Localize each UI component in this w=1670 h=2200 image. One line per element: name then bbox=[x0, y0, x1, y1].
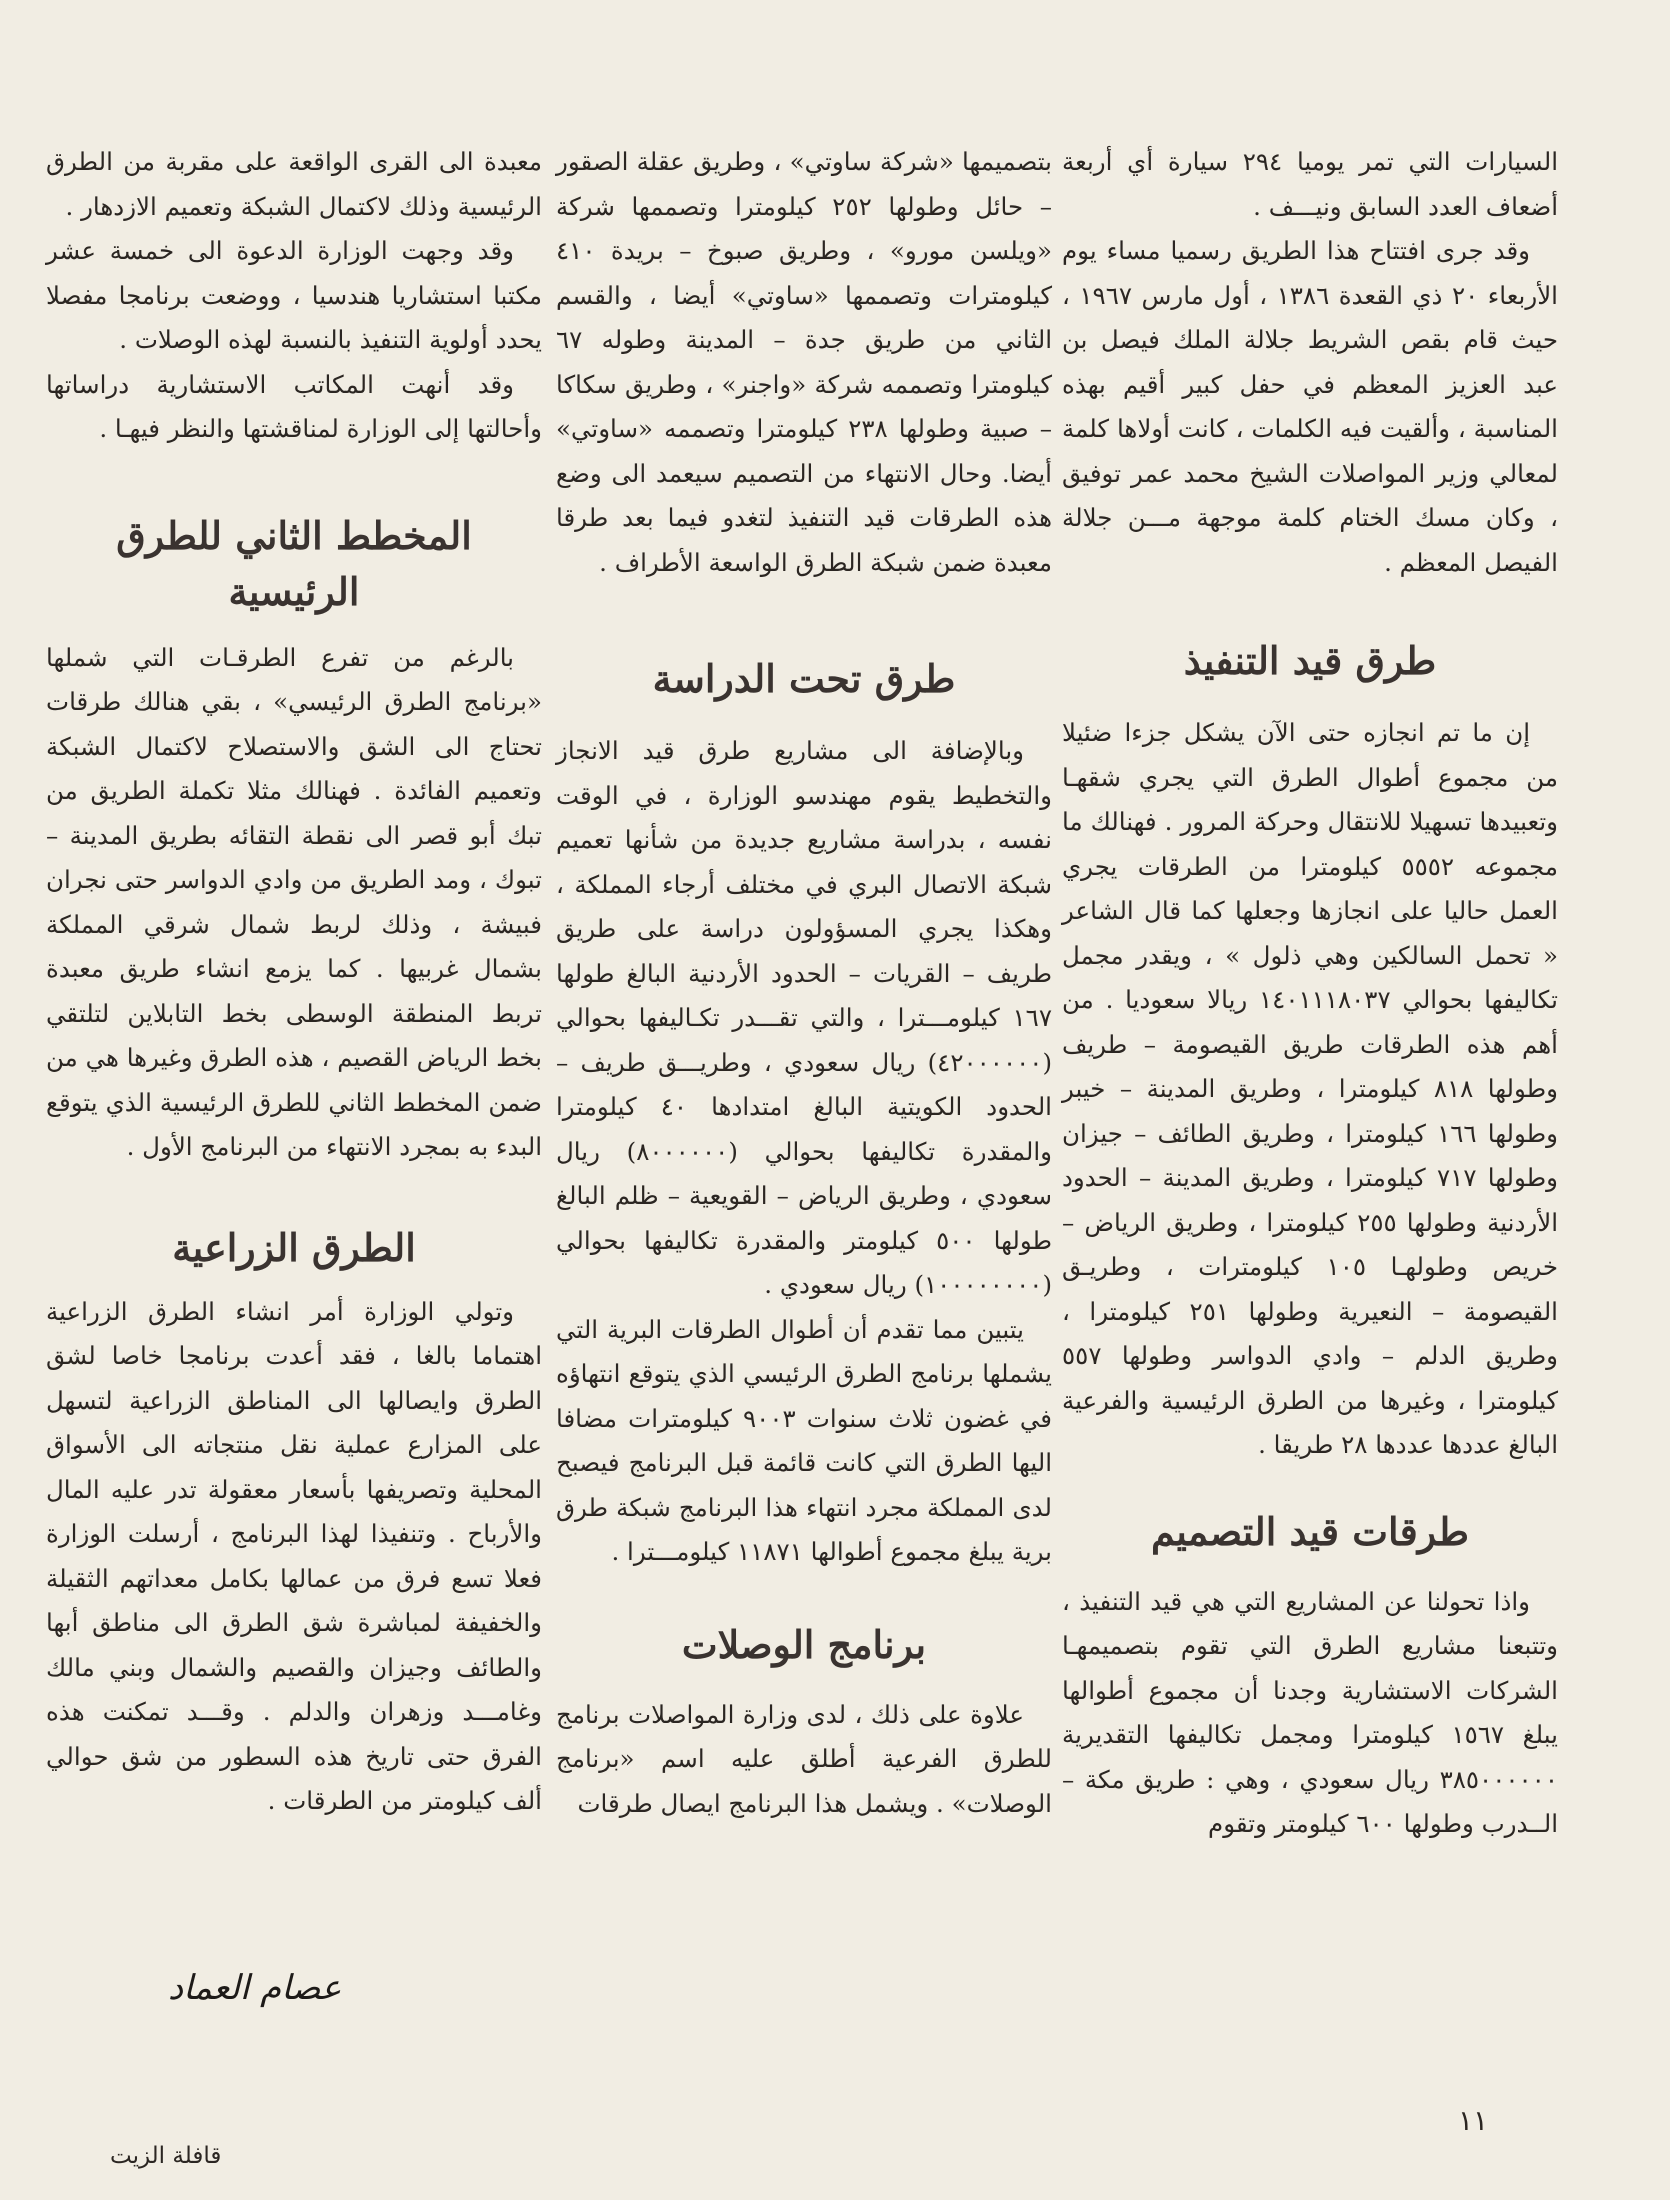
paragraph: علاوة على ذلك ، لدى وزارة المواصلات برنامج للطرق الفرعية أطلق عليه اسم «برنامج الوصلات» . ويشمل هذا البرنامج ايصال طرقات bbox=[556, 1699, 1052, 1818]
magazine-name: قافلة الزيت bbox=[110, 2143, 222, 2169]
section-heading: الطرق الزراعية bbox=[172, 1224, 416, 1270]
paragraph: يتبين مما تقدم أن أطوال الطرقات البرية التي يشملها برنامج الطرق الرئيسي الذي يتوقع انتهاؤه في غضون ثلاث سنوات ٩٠٠٣ كيلومترات مضافا اليها الطرق التي كانت قائمة قبل البرنامج فيصبح لدى المملكة مجرد انتهاء هذا البرنامج شبكة طرق برية يبلغ مجموع أطوالها ١١٨٧١ كيلومـــترا . bbox=[556, 1314, 1052, 1566]
page-number: ١١ bbox=[1458, 2104, 1489, 2137]
section-heading: طرقات قيد التصميم bbox=[1150, 1508, 1470, 1554]
section-heading: المخطط الثاني للطرق الرئيسية bbox=[116, 512, 472, 614]
article-column-right bbox=[1062, 140, 1558, 1847]
paragraph: وقد وجهت الوزارة الدعوة الى خمسة عشر مكتبا استشاريا هندسيا ، ووضعت برنامجا مفصلا يحدد أولوية التنفيذ بالنسبة لهذه الوصلات . bbox=[46, 236, 542, 354]
paragraph: بتصميمها «شركة ساوتي» ، وطريق عقلة الصقور – حائل وطولها ٢٥٢ كيلومترا وتصممها شركة «ويلسن مورو» ، وطريق صبوخ – بريدة ٤١٠ كيلومترات وتصممها «ساوتي» أيضا ، والقسم الثاني من طريق جدة – المدينة وطوله ٦٧ كيلومترا وتصممه شركة «واجنر» ، وطريق سكاكا – صبية وطولها ٢٣٨ كيلومترا وتصممه «ساوتي» أيضا. وحال الانتهاء من التصميم سيعمد الى وضع هذه الطرقات قيد التنفيذ لتغدو فيما بعد طرقا معبدة ضمن شبكة الطرق الواسعة الأطراف . bbox=[556, 147, 1052, 577]
section-heading: طرق قيد التنفيذ bbox=[1183, 638, 1437, 683]
paragraph: السيارات التي تمر يوميا ٢٩٤ سيارة أي أربعة أضعاف العدد السابق ونيـــف . bbox=[1062, 147, 1558, 221]
article-column-left bbox=[46, 140, 542, 1824]
paragraph: وقد جرى افتتاح هذا الطريق رسميا مساء يوم الأربعاء ٢٠ ذي القعدة ١٣٨٦ ، أول مارس ١٩٦٧ ، حيث قام بقص الشريط جلالة الملك فيصل بن عبد العزيز المعظم في حفل كبير أقيم بهذه المناسبة ، وألقيت فيه الكلمات ، كانت أولاها كلمة لمعالي وزير المواصلات الشيخ محمد عمر توفيق ، وكان مسك الختام كلمة موجهة مـــن جلالة الفيصل المعظم . bbox=[1062, 236, 1558, 577]
section-heading: برنامج الوصلات bbox=[681, 1621, 927, 1667]
paragraph: واذا تحولنا عن المشاريع التي هي قيد التنفيذ ، وتتبعنا مشاريع الطرق التي تقوم بتصميمهـا الشركات الاستشارية وجدنا أن مجموع أطوالها يبلغ ١٥٦٧ كيلومترا ومجمل تكاليفها التقديرية ٣٨٥٠٠٠٠٠٠ ريال سعودي ، وهي : طريق مكة – الــدرب وطولها ٦٠٠ كيلومتر وتقوم bbox=[1062, 1586, 1559, 1838]
article-column-middle bbox=[556, 140, 1052, 1826]
paragraph: إن ما تم انجازه حتى الآن يشكل جزءا ضئيلا من مجموع أطوال الطرق التي يجري شقهـا وتعبيدها تسهيلا للانتقال وحركة المرور . فهنالك ما مجموعه ٥٥٥٢ كيلومترا من الطرقات يجري العمل حاليا على انجازها وجعلها كما قال الشاعر « تحمل السالكين وهي ذلول » ، ويقدر مجمل تكاليفها بحوالي ١٤٠١١١٨٠٣٧ ريالا سعوديا . من أهم هذه الطرقات طريق القيصومة – طريف وطولها ٨١٨ كيلومترا ، وطريق المدينة – خيبر وطولها ١٦٦ كيلومترا ، وطريق الطائف – جيزان وطولها ٧١٧ كيلومترا ، وطريق المدينة – الحدود الأردنية وطولها ٢٥٥ كيلومترا ، وطريق الرياض – خريص وطولهـا ١٠٥ كيلومترات ، وطريـق القيصومة – النعيرية وطولها ٢٥١ كيلومترا ، وطريق الدلم – وادي الدواسر وطولها ٥٥٧ كيلومترا ، وغيرها من الطرق الرئيسية والفرعية البالغ عددها عددها ٢٨ طريقا . bbox=[1062, 718, 1559, 1459]
paragraph: معبدة الى القرى الواقعة على مقربة من الطرق الرئيسية وذلك لاكتمال الشبكة وتعميم الازدهار . bbox=[46, 147, 542, 221]
paragraph: وبالإضافة الى مشاريع طرق قيد الانجاز والتخطيط يقوم مهندسو الوزارة ، في الوقت نفسه ، بدراسة مشاريع جديدة من شأنها تعميم شبكة الاتصال البري في مختلف أرجاء المملكة ، وهكذا يجري المسؤولون دراسة على طريق طريف – القريات – الحدود الأردنية البالغ طولها ١٦٧ كيلومـــترا ، والتي تقـــدر تكـاليفها بحوالي (٤٢٠٠٠٠٠٠) ريال سعودي ، وطريـــق طريف – الحدود الكويتية البالغ امتدادها ٤٠ كيلومترا والمقدرة تكاليفها بحوالي (٨٠٠٠٠٠٠) ريال سعودي ، وطريق الرياض – القويعية – ظلم البالغ طولها ٥٠٠ كيلومتر والمقدرة تكاليفها بحوالي (١٠٠٠٠٠٠٠٠) ريال سعودي . bbox=[556, 736, 1052, 1299]
paragraph: بالرغم من تفرع الطرقـات التي شملها «برنامج الطرق الرئيسي» ، بقي هنالك طرقات تحتاج الى الشق والاستصلاح لاكتمال الشبكة وتعميم الفائدة . فهنالك مثلا تكملة الطريق من تبك أبو قصر الى نقطة التقائه بطريق المدينة – تبوك ، ومد الطريق من وادي الدواسر حتى نجران فبيشة ، وذلك لربط شمال شرقي المملكة بشمال غربيها . كما يزمع انشاء طريق معبدة تربط المنطقة الوسطى بخط التابلاين لتلتقي بخط الرياض القصيم ، هذه الطرق وغيرها هي من ضمن المخطط الثاني للطرق الرئيسية الذي يتوقع البدء به بمجرد الانتهاء من البرنامج الأول . bbox=[46, 642, 542, 1161]
author-signature: عصام العماد bbox=[168, 1968, 342, 2008]
paragraph: وقد أنهت المكاتب الاستشارية دراساتها وأحالتها إلى الوزارة لمناقشتها والنظر فيهـا . bbox=[46, 369, 542, 443]
section-heading: طرق تحت الدراسة bbox=[652, 656, 956, 701]
paragraph: وتولي الوزارة أمر انشاء الطرق الزراعية اهتماما بالغا ، فقد أعدت برنامجا خاصا لشق الطرق وايصالها الى المناطق الزراعية لتسهل على المزارع عملية نقل منتجاته الى الأسواق المحلية وتصريفها بأسعار معقولة تدر عليه المال والأرباح . وتنفيذا لهذا البرنامج ، أرسلت الوزارة فعلا تسع فرق من عمالها بكامل معداتهم الثقيلة والخفيفة لمباشرة شق الطرق الى مناطق أبها والطائف وجيزان والقصيم والشمال وبني مالك وغامـــد وزهران والدلم . وقـــد تمكنت هذه الفرق حتى تاريخ هذه السطور من شق حوالي ألف كيلومتر من الطرقات . bbox=[46, 1296, 542, 1815]
